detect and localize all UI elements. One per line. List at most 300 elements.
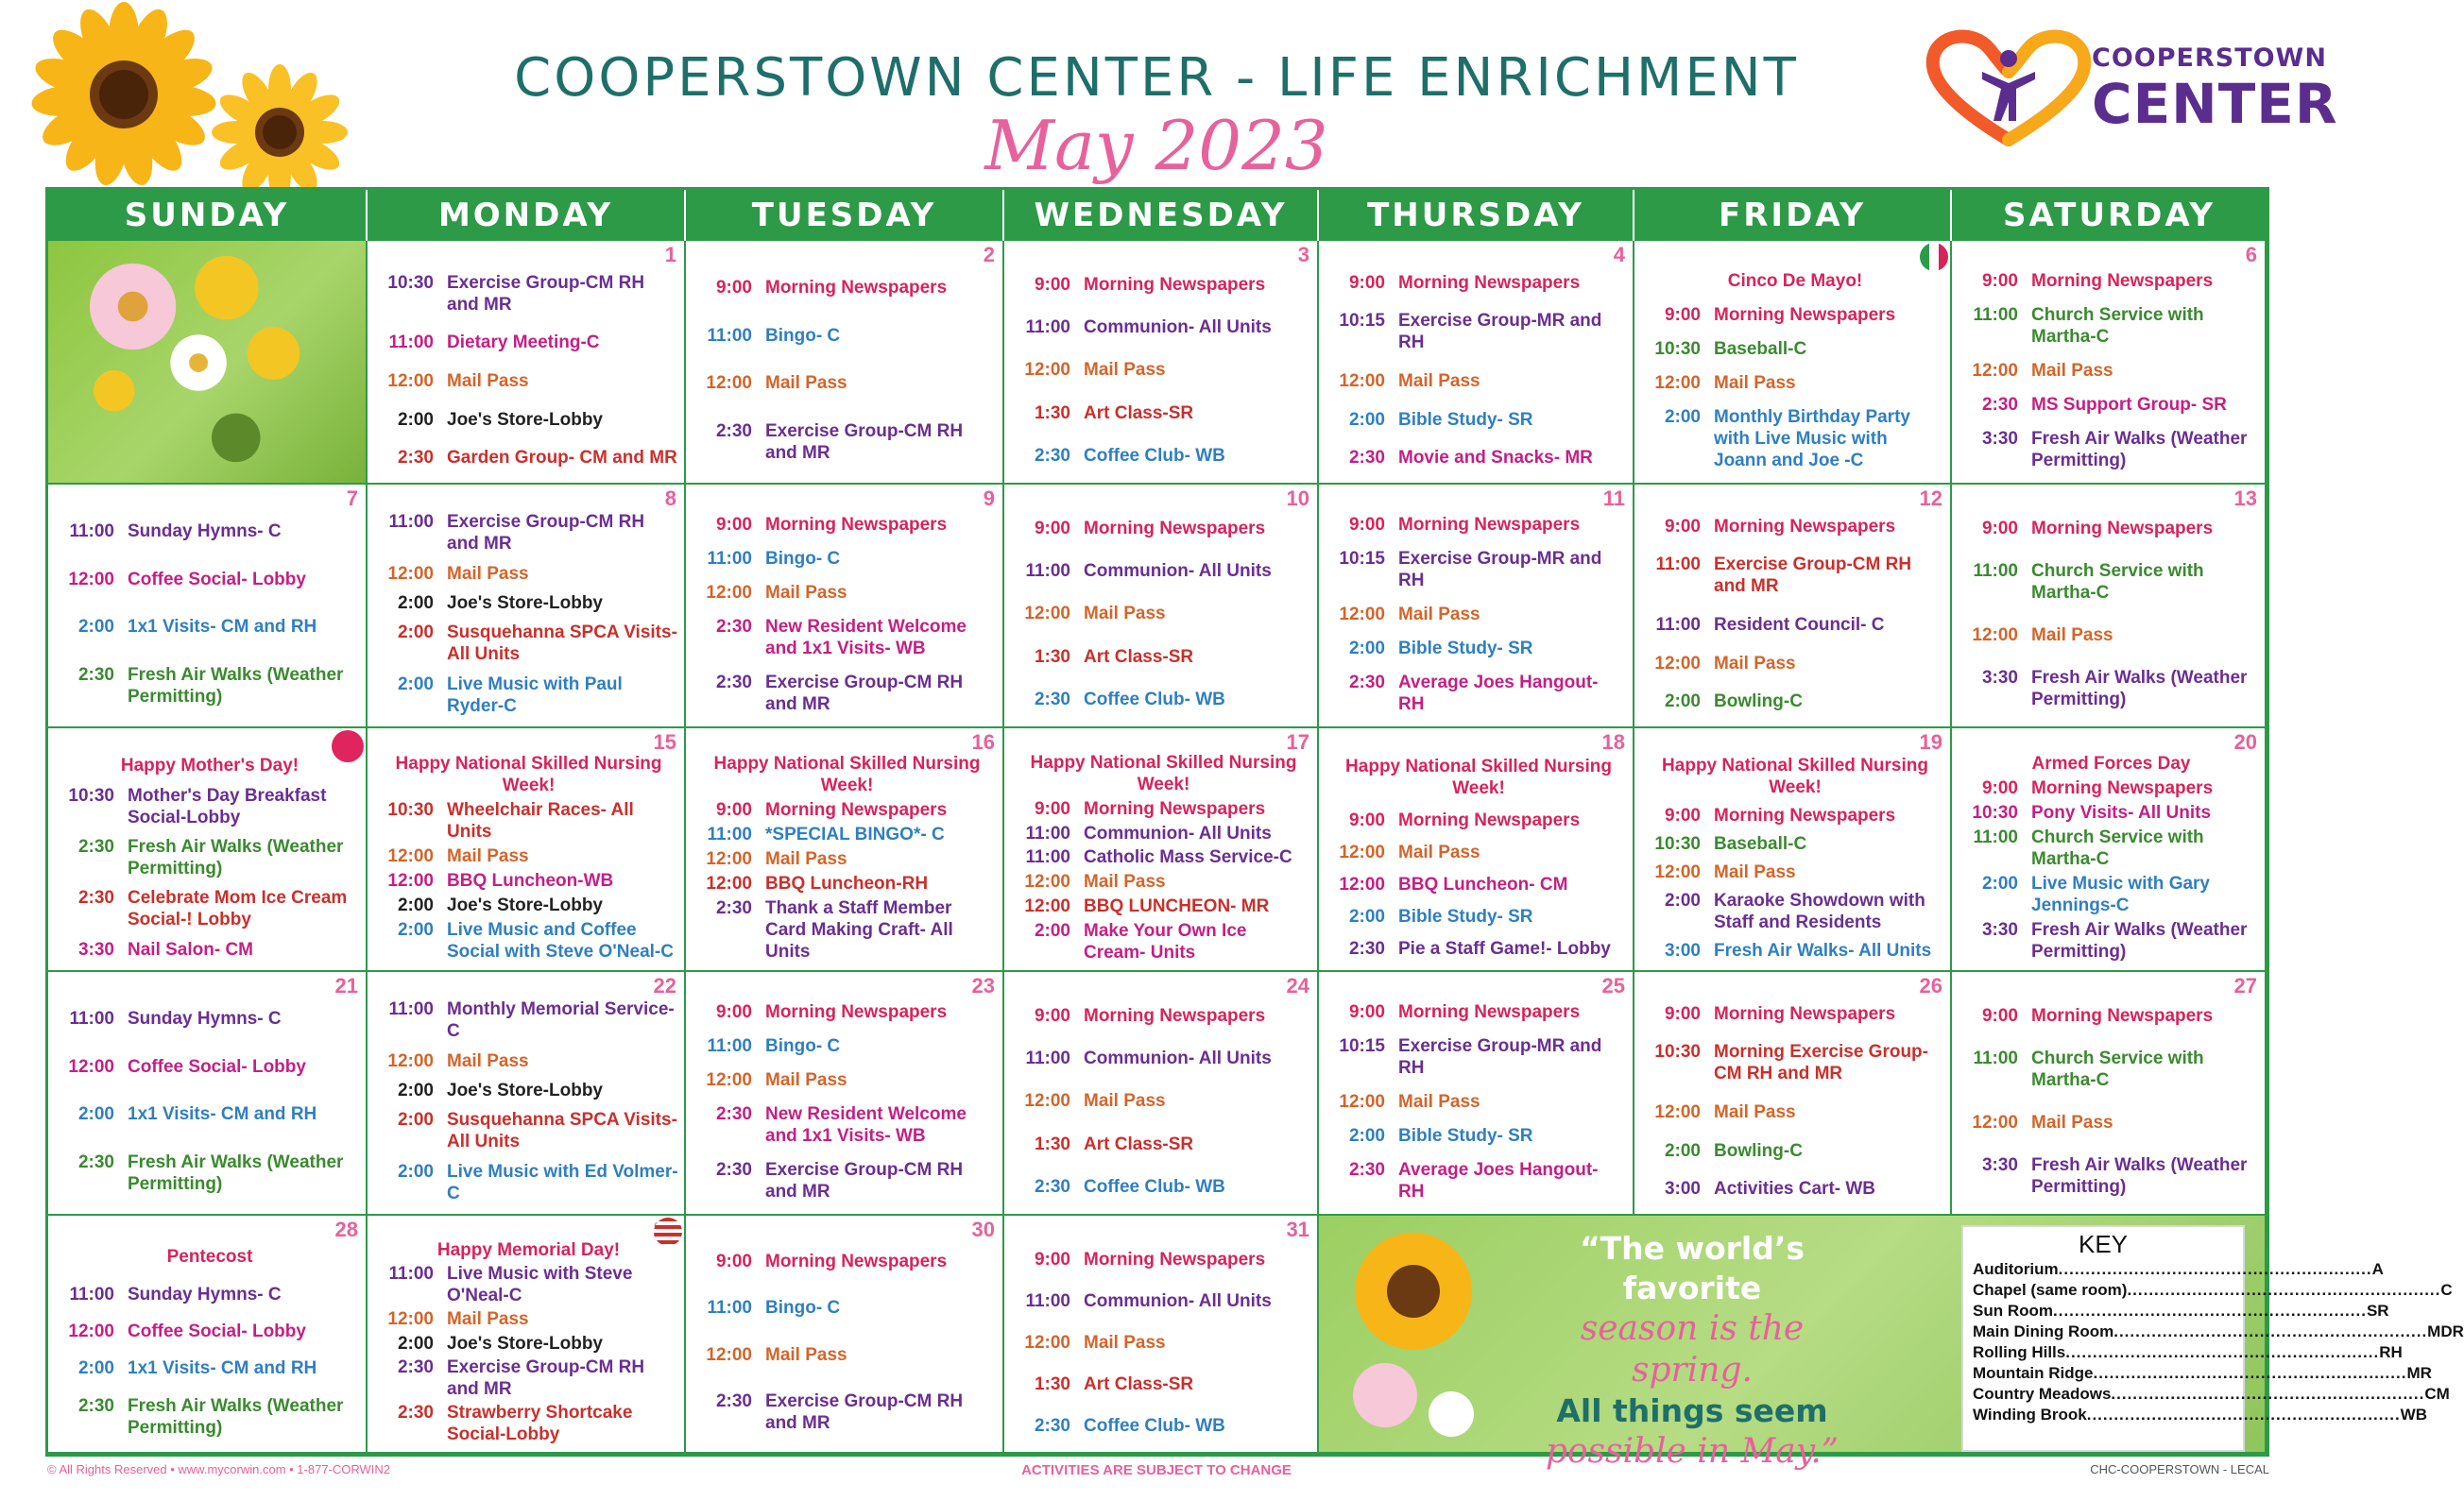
event-time: 2:00	[1348, 1125, 1385, 1146]
event-time: 10:15	[1339, 1035, 1385, 1056]
event-time: 12:00	[1972, 360, 2018, 381]
month-title: May 2023	[984, 106, 1328, 185]
day-cell	[1319, 972, 1634, 1216]
event-item	[1330, 604, 1627, 625]
event-description: Morning Exercise Group-CM RH and MR	[1714, 1042, 1928, 1084]
event-item	[1330, 672, 1627, 715]
event-item	[1963, 428, 2259, 471]
event-item	[1646, 691, 1944, 712]
event-item	[1646, 861, 1944, 883]
event-description: Joe's Store-Lobby	[447, 1333, 603, 1354]
day-cell	[686, 241, 1004, 485]
event-time: 9:00	[1981, 1006, 2018, 1026]
event-time: 2:30	[397, 1356, 434, 1377]
event-description: 1x1 Visits- CM and RH	[128, 1104, 317, 1125]
event-description: Mail Pass	[1084, 360, 1166, 381]
event-item	[1646, 516, 1944, 537]
event-item	[60, 939, 360, 961]
event-item	[60, 569, 360, 590]
event-description: Mail Pass	[2031, 360, 2113, 381]
event-description: Mail Pass	[1084, 872, 1166, 893]
event-list	[697, 264, 997, 477]
event-description: Morning Newspapers	[765, 1252, 948, 1272]
day-cell	[368, 241, 686, 485]
day-number: 6	[2245, 243, 2257, 266]
event-description: Resident Council- C	[1714, 614, 1885, 635]
event-time: 11:00	[1025, 317, 1070, 338]
event-time: 12:00	[68, 1056, 114, 1077]
day-cell	[1004, 1216, 1319, 1454]
event-item	[379, 622, 678, 665]
event-description: Wheelchair Races- All Units	[447, 799, 634, 842]
event-item	[1963, 802, 2259, 824]
event-item	[1963, 919, 2259, 963]
event-item	[697, 672, 997, 715]
day-cell	[1319, 241, 1634, 485]
event-item	[697, 824, 997, 845]
event-time: 3:00	[1664, 1179, 1701, 1200]
event-time: 9:00	[715, 1252, 752, 1272]
event-time: 2:00	[1981, 874, 2018, 895]
event-item	[379, 1308, 678, 1330]
event-description: Exercise Group-CM RH and MR	[1714, 554, 1912, 597]
event-description: Morning Newspapers	[2031, 1006, 2214, 1026]
event-item	[60, 1056, 360, 1078]
event-description: Art Class-SR	[1084, 646, 1194, 667]
event-list	[1963, 264, 2259, 477]
event-time: 10:30	[1654, 833, 1701, 854]
event-list	[379, 507, 678, 721]
event-item	[1016, 1249, 1311, 1271]
event-item	[1016, 1005, 1311, 1027]
event-time: 12:00	[706, 874, 752, 895]
event-list	[60, 995, 360, 1208]
event-time: 9:00	[1981, 519, 2018, 538]
footer-notice: ACTIVITIES ARE SUBJECT TO CHANGE	[1021, 1462, 1292, 1478]
day-cell	[368, 485, 686, 728]
event-description: Art Class-SR	[1084, 1373, 1194, 1394]
event-description: Morning Newspapers	[1714, 1003, 1896, 1024]
day-header-monday: MONDAY	[368, 190, 686, 241]
event-description: Pie a Staff Game!- Lobby	[1398, 938, 1611, 959]
event-item	[697, 616, 997, 659]
logo-line2: CENTER	[2092, 72, 2338, 136]
event-time: 12:00	[1654, 1101, 1701, 1122]
event-description: Baseball-C	[1714, 833, 1807, 854]
day-cell	[368, 972, 686, 1216]
day-number: 4	[1613, 243, 1625, 266]
event-time: 12:00	[1024, 1091, 1070, 1112]
event-description: Average Joes Hangout- RH	[1398, 672, 1599, 714]
event-item	[697, 1035, 997, 1057]
day-cell	[1004, 485, 1319, 728]
event-item	[379, 1050, 678, 1072]
event-description: Make Your Own Ice Cream- Units	[1084, 920, 1247, 963]
key-code: MR	[2406, 1364, 2432, 1382]
event-time: 2:00	[1664, 406, 1701, 427]
event-list	[1330, 751, 1627, 964]
event-item	[1646, 833, 1944, 855]
key-code: MDR	[2427, 1322, 2464, 1340]
event-time: 3:30	[1981, 1155, 2018, 1175]
day-number: 25	[1601, 974, 1625, 998]
event-description: Morning Newspapers	[765, 277, 948, 298]
event-description: Activities Cart- WB	[1714, 1179, 1876, 1200]
event-time: 12:00	[1339, 1091, 1385, 1112]
event-description: Joe's Store-Lobby	[447, 895, 603, 916]
event-item	[1330, 409, 1627, 431]
quote-line4: possible in May.”	[1545, 1432, 1839, 1471]
event-time: 2:30	[77, 836, 114, 857]
event-item	[1330, 272, 1627, 294]
event-description: Baseball-C	[1714, 338, 1807, 359]
event-item	[1330, 514, 1627, 536]
event-time: 11:00	[707, 325, 752, 346]
event-description: Morning Newspapers	[1714, 805, 1896, 826]
day-number: 23	[971, 974, 995, 998]
day-header-tuesday: TUESDAY	[686, 190, 1004, 241]
event-time: 2:30	[1348, 448, 1385, 469]
day-number: 12	[1919, 486, 1942, 510]
event-description: Fresh Air Walks (Weather Permitting)	[2031, 1155, 2248, 1197]
event-item	[1016, 1373, 1311, 1395]
event-description: Monthly Memorial Service- C	[447, 999, 675, 1042]
event-description: Coffee Club- WB	[1084, 1415, 1225, 1436]
event-time: 12:00	[1339, 874, 1385, 895]
event-description: Morning Newspapers	[765, 799, 948, 820]
event-time: 12:00	[1024, 360, 1070, 381]
event-time: 2:30	[397, 1402, 434, 1423]
event-description: Movie and Snacks- MR	[1398, 448, 1593, 469]
event-item	[1016, 871, 1311, 893]
event-item	[1330, 906, 1627, 928]
event-time: 3:30	[77, 939, 114, 960]
event-description: Fresh Air Walks (Weather Permitting)	[128, 836, 344, 878]
event-time: 9:00	[715, 514, 752, 535]
event-description: Coffee Social- Lobby	[128, 569, 306, 589]
event-time: 2:00	[397, 1333, 434, 1354]
event-time: 9:00	[1034, 1249, 1070, 1270]
holiday-label: Cinco De Mayo!	[1727, 270, 1863, 291]
event-item	[1963, 624, 2259, 646]
event-item	[697, 1069, 997, 1091]
day-header-sunday: SUNDAY	[48, 190, 368, 241]
event-time: 12:00	[387, 871, 434, 892]
event-list	[1646, 995, 1944, 1208]
event-time: 2:00	[1664, 1140, 1701, 1161]
event-description: Mail Pass	[447, 370, 529, 391]
day-number: 15	[653, 730, 676, 754]
event-time: 12:00	[1339, 843, 1385, 863]
event-description: Morning Newspapers	[765, 514, 948, 535]
holiday-label: Happy National Skilled Nursing Week!	[1030, 753, 1297, 795]
event-item	[1016, 1134, 1311, 1155]
event-item	[379, 332, 678, 353]
key-location: Main Dining Room	[1973, 1322, 2114, 1340]
event-time: 12:00	[1654, 653, 1701, 674]
event-description: Exercise Group-CM RH and MR	[765, 1159, 964, 1202]
event-description: Morning Newspapers	[1398, 810, 1581, 831]
event-description: Fresh Air Walks (Weather Permitting)	[128, 665, 344, 708]
event-description: Bingo- C	[765, 548, 841, 569]
event-item	[1963, 560, 2259, 604]
event-description: Exercise Group-CM RH and MR	[765, 672, 964, 714]
event-time: 9:00	[1664, 805, 1701, 826]
event-description: Church Service with Martha-C	[2031, 1049, 2204, 1090]
key-row	[1973, 1384, 2450, 1405]
key-code: SR	[2366, 1302, 2389, 1320]
key-location: Rolling Hills	[1973, 1343, 2066, 1361]
event-time: 12:00	[387, 1309, 434, 1330]
event-item	[697, 277, 997, 298]
day-cell	[686, 485, 1004, 728]
holiday-label: Happy National Skilled Nursing Week!	[1345, 757, 1612, 799]
event-item	[1646, 653, 1944, 674]
event-item	[697, 1103, 997, 1147]
event-description: Communion- All Units	[1084, 561, 1272, 582]
event-time: 2:00	[397, 674, 434, 694]
event-description: Church Service with Martha-C	[2031, 561, 2204, 603]
day-number: 24	[1286, 974, 1309, 998]
day-cell	[1004, 728, 1319, 972]
event-list	[379, 751, 678, 964]
event-description: Mail Pass	[1084, 1091, 1166, 1112]
day-number: 9	[983, 486, 995, 510]
event-description: Bingo- C	[765, 325, 841, 346]
event-description: Joe's Store-Lobby	[447, 1080, 603, 1100]
event-description: Morning Newspapers	[1084, 275, 1266, 296]
event-time: 11:00	[388, 333, 434, 353]
event-list	[60, 507, 360, 721]
event-description: Mail Pass	[447, 1309, 529, 1330]
event-item	[1330, 1125, 1627, 1147]
event-description: Morning Newspapers	[765, 1001, 948, 1022]
event-description: Mail Pass	[1714, 1101, 1796, 1122]
day-cell	[686, 972, 1004, 1216]
event-description: Communion- All Units	[1084, 823, 1272, 844]
day-number: 19	[1919, 730, 1942, 754]
event-description: Mail Pass	[765, 373, 847, 394]
key-dots: ..........................................................	[2127, 1281, 2441, 1299]
event-item	[1330, 874, 1627, 895]
location-key	[1961, 1225, 2464, 1452]
event-item	[1016, 846, 1311, 868]
event-item	[1016, 274, 1311, 296]
event-list	[1330, 995, 1627, 1208]
event-time: 2:30	[77, 888, 114, 909]
event-time: 10:30	[1972, 802, 2018, 823]
event-description: Mail Pass	[1714, 653, 1796, 674]
event-item	[379, 1402, 678, 1445]
day-number: 2	[983, 243, 995, 266]
event-time: 9:00	[1664, 516, 1701, 537]
day-number: 10	[1286, 486, 1309, 510]
event-description: Church Service with Martha-C	[2031, 304, 2204, 347]
event-time: 9:00	[1034, 275, 1070, 296]
event-description: Bible Study- SR	[1398, 409, 1533, 430]
event-description: Bowling-C	[1714, 691, 1803, 712]
event-time: 2:30	[715, 898, 752, 919]
event-time: 12:00	[1654, 372, 1701, 393]
event-description: MS Support Group- SR	[2031, 394, 2227, 415]
us-flag-icon	[654, 1218, 682, 1246]
event-list	[697, 751, 997, 964]
quote-author: - Edwin Way Teale	[1617, 1480, 1767, 1500]
day-number: 11	[1602, 486, 1625, 510]
event-description: Fresh Air Walks (Weather Permitting)	[2031, 920, 2248, 963]
event-item	[1016, 603, 1311, 624]
day-cell	[686, 1216, 1004, 1454]
event-item	[379, 1080, 678, 1101]
event-time: 11:00	[1973, 561, 2018, 581]
event-item	[1330, 310, 1627, 353]
event-item	[1963, 1112, 2259, 1134]
event-item	[1646, 805, 1944, 827]
event-description: BBQ LUNCHEON- MR	[1084, 895, 1270, 916]
event-item	[60, 1151, 360, 1195]
event-description: Exercise Group-CM RH and MR	[447, 1356, 645, 1399]
key-location: Auditorium	[1973, 1260, 2059, 1278]
event-description: Morning Newspapers	[1084, 799, 1266, 820]
event-item	[1016, 359, 1311, 381]
event-item	[1646, 890, 1944, 933]
event-description: Mail Pass	[1084, 604, 1166, 624]
event-item	[1330, 842, 1627, 863]
event-item	[60, 1321, 360, 1342]
event-description: New Resident Welcome and 1x1 Visits- WB	[765, 1103, 967, 1146]
event-item	[1963, 1048, 2259, 1091]
day-number: 8	[664, 486, 676, 510]
event-list	[1646, 507, 1944, 721]
event-time: 12:00	[1024, 604, 1070, 624]
event-time: 12:00	[706, 1069, 752, 1090]
event-item	[1963, 1154, 2259, 1198]
event-description: Communion- All Units	[1084, 1049, 1272, 1069]
event-description: Live Music with Ed Volmer-C	[447, 1161, 678, 1203]
event-item	[697, 582, 997, 604]
event-description: Live Music with Steve O'Neal-C	[447, 1264, 633, 1306]
key-dots: ..........................................................	[2065, 1343, 2380, 1361]
event-item	[1646, 338, 1944, 360]
event-time: 11:00	[707, 1035, 752, 1056]
event-time: 12:00	[387, 370, 434, 391]
event-time: 11:00	[69, 520, 114, 541]
flower-image-cell	[48, 241, 368, 485]
event-list	[1963, 751, 2259, 964]
event-item	[1330, 1001, 1627, 1023]
event-time: 2:00	[1664, 691, 1701, 712]
event-time: 2:30	[1034, 445, 1070, 466]
key-dots: ..........................................................	[2058, 1260, 2372, 1278]
event-time: 12:00	[1972, 1113, 2018, 1133]
event-description: Mail Pass	[1714, 861, 1796, 882]
event-description: Mail Pass	[1398, 1091, 1480, 1112]
holiday-label: Armed Forces Day	[2031, 753, 2191, 774]
event-time: 10:30	[68, 785, 114, 806]
event-item	[697, 372, 997, 394]
event-item	[379, 511, 678, 554]
key-row	[1973, 1363, 2432, 1384]
event-list	[1646, 264, 1944, 477]
event-description: Mail Pass	[447, 563, 529, 584]
event-item	[60, 836, 360, 879]
quote-line1: “The world’s favorite	[1579, 1230, 1805, 1306]
day-number: 17	[1286, 730, 1309, 754]
event-item	[1016, 1332, 1311, 1354]
day-number: 1	[664, 243, 676, 266]
event-description: Morning Newspapers	[1084, 1006, 1266, 1027]
key-dots: ..........................................................	[2093, 1364, 2407, 1382]
event-description: Morning Newspapers	[2031, 519, 2214, 538]
event-time: 2:00	[397, 1080, 434, 1100]
event-description: Morning Newspapers	[1398, 514, 1581, 535]
event-item	[379, 370, 678, 392]
event-time: 12:00	[1024, 872, 1070, 893]
event-description: Susquehanna SPCA Visits- All Units	[447, 623, 677, 665]
event-description: Exercise Group-CM RH and MR	[765, 421, 964, 464]
day-number: 7	[346, 486, 358, 510]
event-description: Coffee Club- WB	[1084, 1176, 1225, 1197]
event-time: 11:00	[388, 512, 434, 533]
event-item	[1963, 394, 2259, 416]
event-item	[1016, 445, 1311, 467]
event-time: 3:30	[1981, 668, 2018, 688]
event-list	[379, 995, 678, 1208]
event-item	[1646, 1041, 1944, 1084]
event-item	[60, 520, 360, 542]
event-time: 9:00	[1034, 1006, 1070, 1027]
event-time: 9:00	[715, 277, 752, 298]
event-description: Fresh Air Walks (Weather Permitting)	[2031, 428, 2248, 470]
event-item	[379, 870, 678, 892]
event-time: 12:00	[68, 1321, 114, 1341]
day-header-wednesday: WEDNESDAY	[1004, 190, 1319, 241]
event-time: 12:00	[706, 373, 752, 394]
event-time: 2:00	[397, 1110, 434, 1131]
event-description: 1x1 Visits- CM and RH	[128, 1358, 317, 1379]
event-item	[1330, 938, 1627, 960]
event-description: BBQ Luncheon- CM	[1398, 874, 1568, 895]
event-description: Joe's Store-Lobby	[447, 592, 603, 613]
event-item	[1646, 304, 1944, 326]
event-time: 2:00	[397, 1161, 434, 1182]
event-description: Church Service with Martha-C	[2031, 827, 2204, 870]
event-list	[1016, 1238, 1311, 1446]
holiday-label: Happy National Skilled Nursing Week!	[713, 753, 981, 795]
event-item	[379, 1263, 678, 1306]
event-item	[1646, 614, 1944, 636]
event-time: 11:00	[69, 1008, 114, 1029]
event-description: Exercise Group-CM RH and MR	[447, 272, 645, 315]
event-description: BBQ Luncheon-WB	[447, 871, 614, 892]
event-description: Garden Group- CM and MR	[447, 448, 677, 469]
key-row	[1973, 1405, 2427, 1425]
key-row	[1973, 1280, 2453, 1301]
event-time: 2:00	[397, 409, 434, 430]
event-time: 11:00	[1025, 1049, 1070, 1069]
key-dots: ..........................................................	[2111, 1385, 2425, 1403]
key-title: KEY	[2078, 1230, 2129, 1258]
event-description: Coffee Club- WB	[1084, 689, 1225, 709]
event-time: 9:00	[1034, 799, 1070, 820]
event-description: Mail Pass	[1084, 1332, 1166, 1353]
event-time: 10:15	[1339, 548, 1385, 569]
key-dots: ..........................................................	[2113, 1322, 2428, 1340]
event-time: 1:30	[1034, 1134, 1070, 1154]
day-cell	[1319, 485, 1634, 728]
holiday-label: Happy National Skilled Nursing Week!	[1662, 755, 1928, 797]
event-description: Live Music and Coffee Social with Steve O'Neal-C	[447, 920, 674, 963]
